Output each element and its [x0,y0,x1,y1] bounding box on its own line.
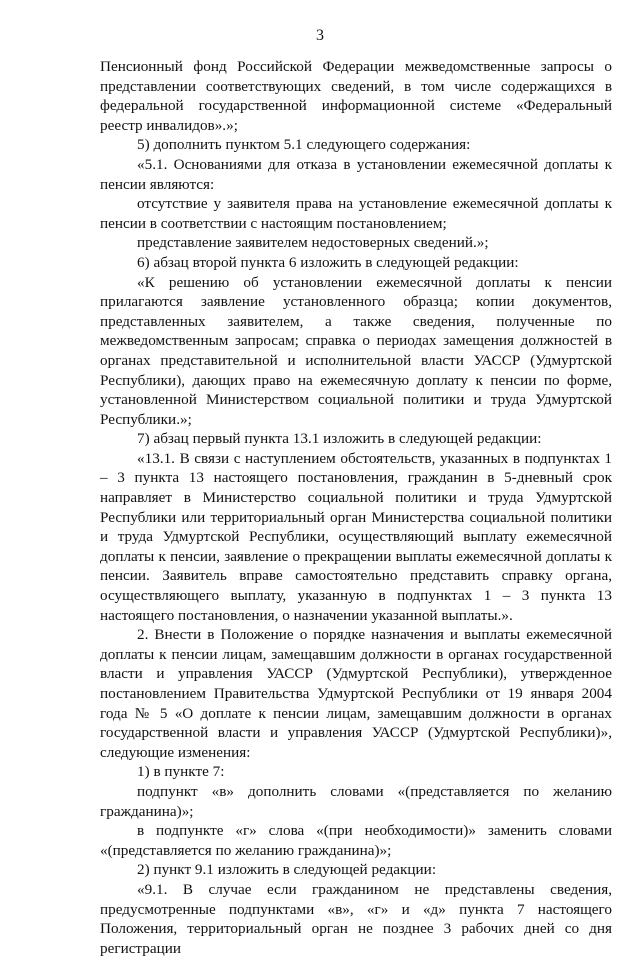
paragraph: «К решению об установлении ежемесячной доплаты к пенсии прилагаются заявление установленного образца; копии документов, представленных заявителем, а также сведения, полученные по межведомственным запросам; справка о периодах замещения должностей в органах представительной и исполнительной власти УАССР (Удмуртской Республики), дающих право на ежемесячную доплату к пенсии по форме, установленной Министерством социальной политики и труда Удмуртской Республики.»; [100,273,612,428]
paragraph: 2. Внести в Положение о порядке назначения и выплаты ежемесячной доплаты к пенсии лицам, замещавшим должности в органах государственной власти и управления УАССР (Удмуртской Республики), утвержденное постановлением Правительства Удмуртской Республики от 19 января 2004 года № 5 «О доплате к пенсии лицам, замещавшим должности в органах государственной власти и управления УАССР (Удмуртской Республики)», следующие изменения: [100,626,612,761]
paragraph: 7) абзац первый пункта 13.1 изложить в следующей редакции: [137,430,542,448]
paragraph: в подпункте «г» слова «(при необходимости)» заменить словами «(представляется по желанию гражданина)»; [100,822,612,859]
paragraph: 6) абзац второй пункта 6 изложить в следующей редакции: [137,253,519,271]
paragraph: «9.1. В случае если гражданином не представлены сведения, предусмотренные подпунктами «в», «г» и «д» пункта 7 настоящего Положения, территориальный орган не позднее 3 рабочих дней со дня регистрации [100,880,612,957]
paragraph: отсутствие у заявителя права на установление ежемесячной доплаты к пенсии в соответствии с настоящим постановлением; [100,195,612,232]
paragraph: 2) пункт 9.1 изложить в следующей редакции: [137,861,437,879]
paragraph: «5.1. Основаниями для отказа в установлении ежемесячной доплаты к пенсии являются: [100,155,612,193]
paragraph: представление заявителем недостоверных сведений.»; [137,234,489,252]
page-number: 3 [316,27,324,44]
paragraph: Пенсионный фонд Российской Федерации межведомственные запросы о представлении соответствующих сведений, в том числе содержащихся в федеральной государственной информационной системе «Федеральный реестр инвалидов».»; [100,58,612,134]
paragraph: подпункт «в» дополнить словами «(представляется по желанию гражданина)»; [100,782,612,820]
document-body [100,57,612,958]
paragraph: 1) в пункте 7: [137,763,225,781]
paragraph: «13.1. В связи с наступлением обстоятельств, указанных в подпунктах 1 – 3 пункта 13 настоящего постановления, гражданин в 5-дневный срок направляет в Министерство социальной политики и труда Удмуртской Республики или территориальный орган Министерства социальной политики и труда Удмуртской Республики, осуществляющий выплату ежемесячной доплаты к пенсии, заявление о прекращении выплаты ежемесячной доплаты к пенсии. Заявитель вправе самостоятельно представить справку органа, осуществляющего выплату, указанную в подпунктах 1 – 3 пункта 13 настоящего постановления, о назначении указанной выплаты.». [100,449,612,624]
paragraph: 5) дополнить пунктом 5.1 следующего содержания: [137,136,471,154]
